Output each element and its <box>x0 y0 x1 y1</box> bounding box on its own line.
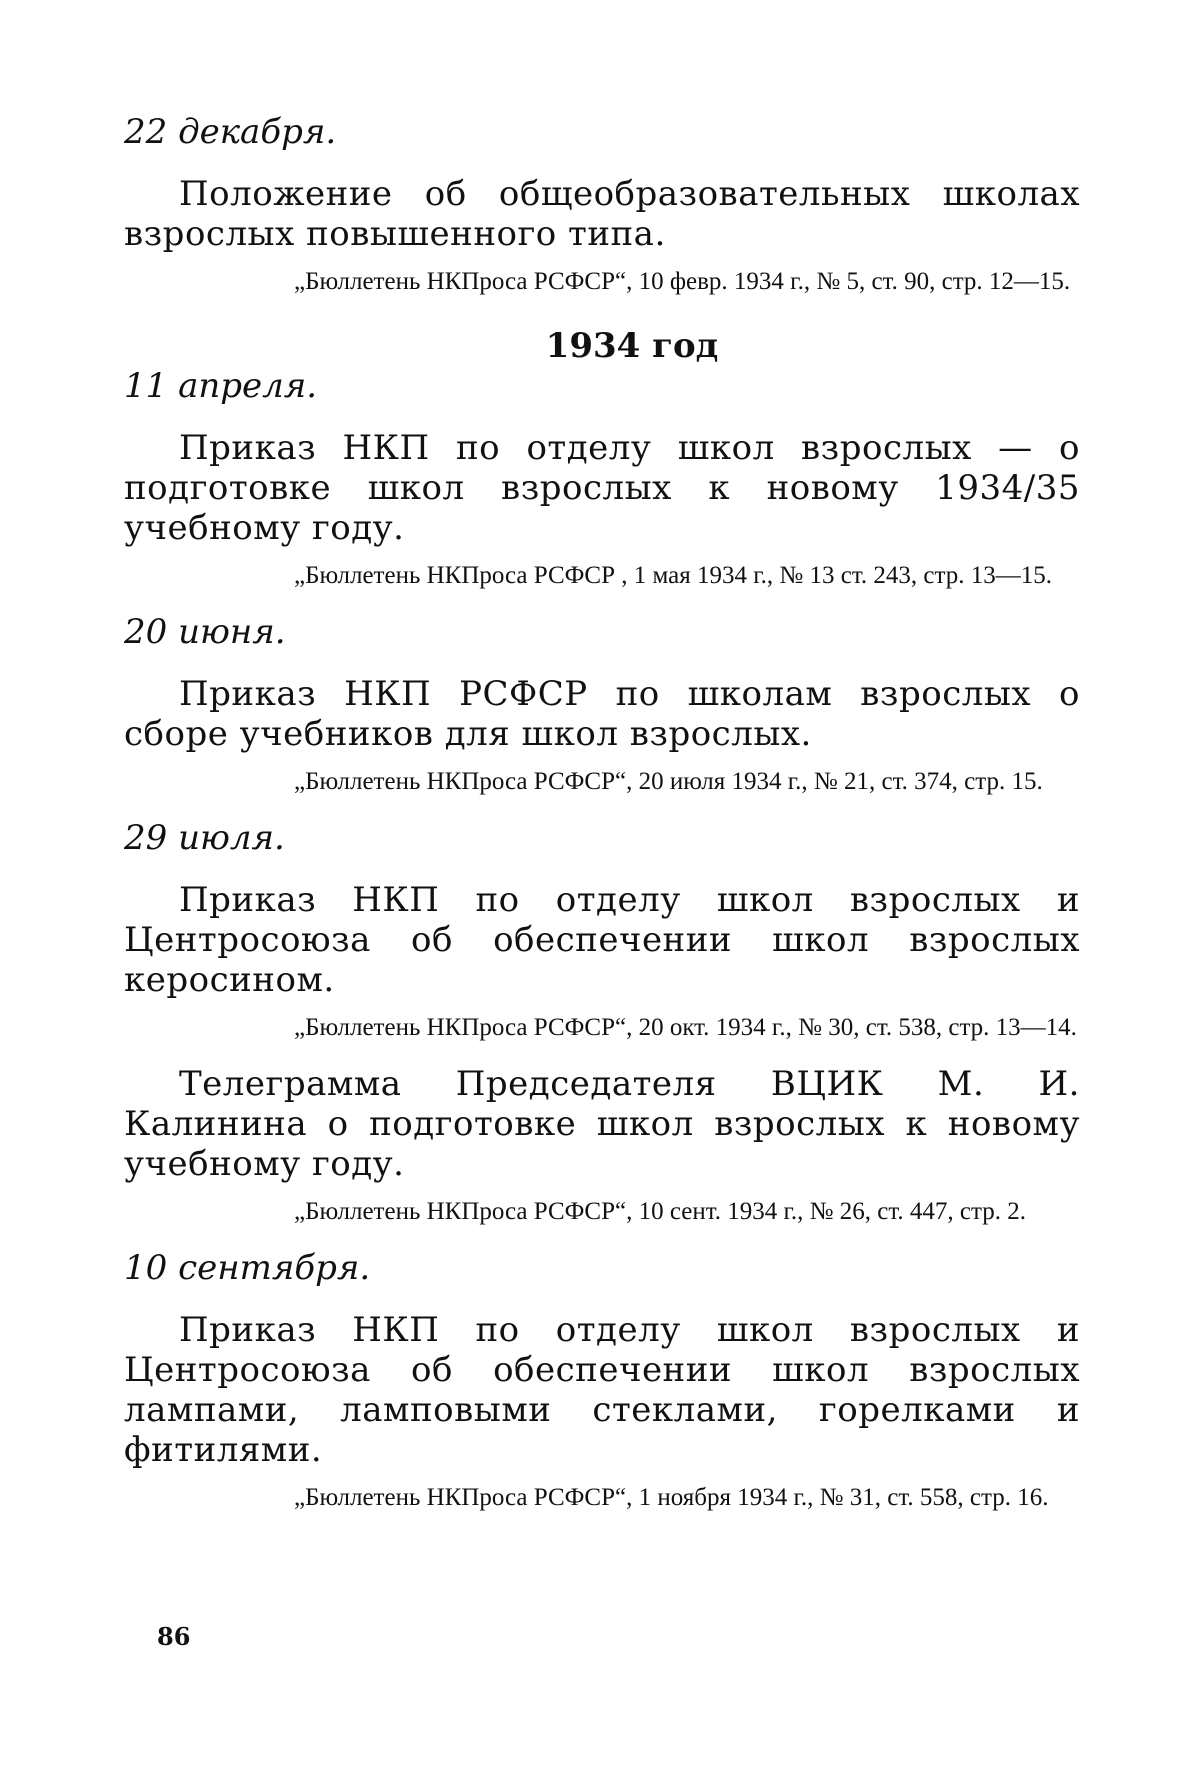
entry-citation: „Бюллетень НКПроса РСФСР“, 20 окт. 1934 г., № 30, ст. 538, стр. 13—14. <box>294 1014 1077 1041</box>
year-heading: 1934 год <box>545 326 719 366</box>
document-content <box>124 112 1080 1512</box>
page-number: 86 <box>157 1622 191 1651</box>
entry-date: 22 декабря. <box>124 112 337 152</box>
entry-date: 11 апреля. <box>124 366 318 406</box>
entry-date: 10 сентября. <box>124 1248 371 1288</box>
entry-date: 20 июня. <box>124 612 286 652</box>
entry-citation: „Бюллетень НКПроса РСФСР“, 1 ноября 1934 г., № 31, ст. 558, стр. 16. <box>294 1484 1049 1511</box>
entry-title: Приказ НКП РСФСР по школам взрослых о сборе учебников для школ взрослых. <box>124 674 1080 754</box>
entry-citation: „Бюллетень НКПроса РСФСР“, 10 февр. 1934 г., № 5, ст. 90, стр. 12—15. <box>294 268 1071 295</box>
entry-date: 29 июля. <box>124 818 285 858</box>
entry-title: Приказ НКП по отделу школ взрослых — о подготовке школ взрослых к новому 1934/35 учебному году. <box>124 428 1080 548</box>
entry-citation: „Бюллетень НКПроса РСФСР , 1 мая 1934 г., № 13 ст. 243, стр. 13—15. <box>294 562 1052 589</box>
entry-title: Телеграмма Председателя ВЦИК М. И. Калинина о подготовке школ взрослых к новому учебному году. <box>124 1064 1080 1184</box>
entry-title: Приказ НКП по отделу школ взрослых и Центросоюза об обеспечении школ взрослых керосином. <box>124 880 1080 1000</box>
entry-title: Положение об общеобразовательных школах взрослых повышенного типа. <box>124 174 1080 254</box>
entry-citation: „Бюллетень НКПроса РСФСР“, 10 сент. 1934 г., № 26, ст. 447, стр. 2. <box>294 1198 1026 1225</box>
entry-title: Приказ НКП по отделу школ взрослых и Центросоюза об обеспечении школ взрослых лампами, ламповыми стеклами, горелками и фитилями. <box>124 1310 1080 1470</box>
entry-citation: „Бюллетень НКПроса РСФСР“, 20 июля 1934 г., № 21, ст. 374, стр. 15. <box>294 768 1043 795</box>
